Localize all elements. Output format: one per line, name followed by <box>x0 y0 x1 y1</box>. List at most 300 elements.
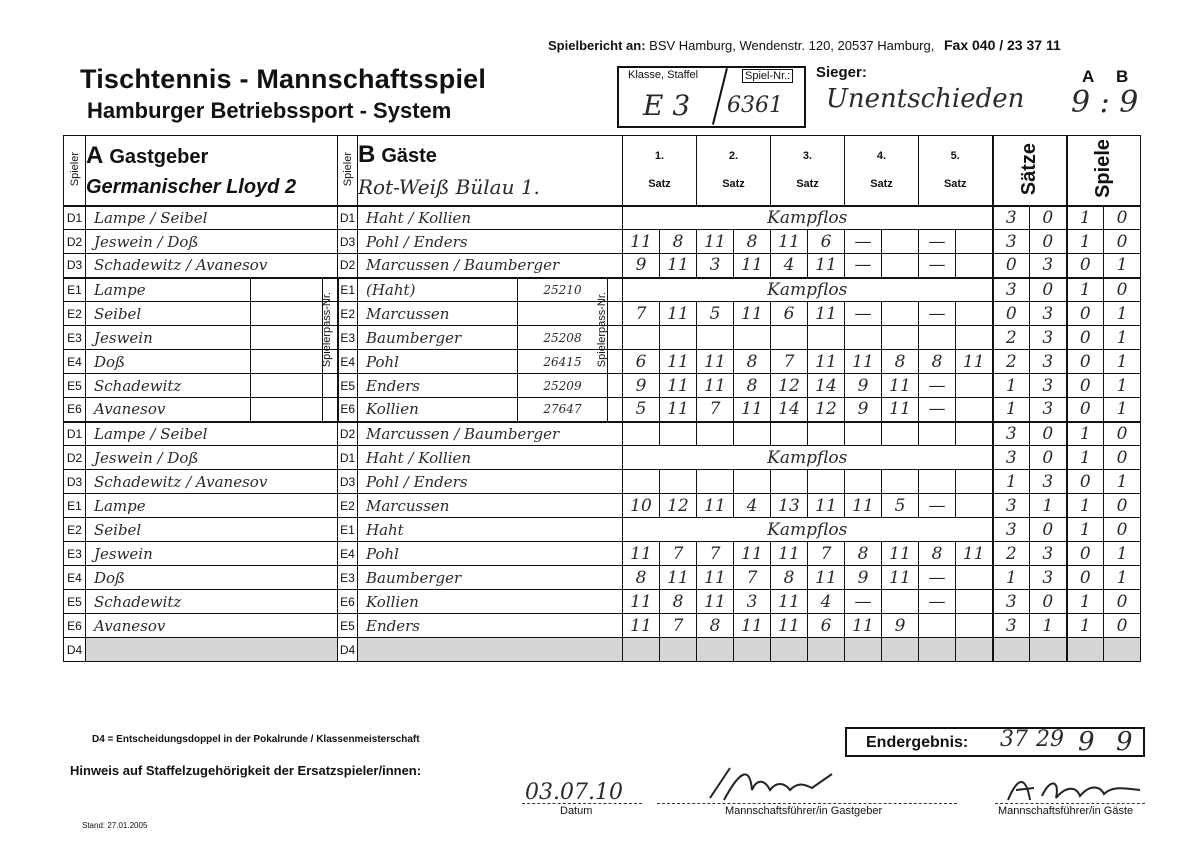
satz-score: 11 <box>882 398 919 422</box>
player-b: Kollien <box>358 398 518 422</box>
sieger-label: Sieger: <box>816 64 867 81</box>
player-b: Baumberger <box>358 326 518 350</box>
satz-score: 8 <box>660 590 697 614</box>
datum-line <box>522 803 642 804</box>
satz-score: 11 <box>808 566 845 590</box>
player-a: Seibel <box>86 302 251 326</box>
satz-score: 8 <box>882 350 919 374</box>
pass-b: 25210 <box>518 278 608 302</box>
satz-score <box>771 422 808 446</box>
saetze-b: 3 <box>1030 398 1067 422</box>
satz-score: 8 <box>623 566 660 590</box>
satz-score: 11 <box>845 350 882 374</box>
satz-score: 11 <box>697 350 734 374</box>
code-b: E3 <box>338 566 358 590</box>
satz-score <box>956 566 993 590</box>
code-b: D2 <box>338 254 358 278</box>
match-row <box>64 638 1141 662</box>
satz-score: 11 <box>808 350 845 374</box>
satz-score: 14 <box>771 398 808 422</box>
saetze-b: 1 <box>1030 494 1067 518</box>
gaeste-signature <box>1000 772 1150 806</box>
pass-b-side <box>608 374 623 398</box>
player-b: Kollien <box>358 590 623 614</box>
spieler-b-header: Spieler <box>338 136 358 206</box>
satz-score: 11 <box>771 542 808 566</box>
player-b: Marcussen / Baumberger <box>358 422 623 446</box>
player-b: (Haht) <box>358 278 518 302</box>
satz-score: — <box>845 590 882 614</box>
satz-score: 11 <box>734 254 771 278</box>
code-b: E1 <box>338 278 358 302</box>
spiele-b: 0 <box>1104 230 1141 254</box>
satz-score <box>771 470 808 494</box>
satz-score <box>882 590 919 614</box>
code-a: D4 <box>64 638 86 662</box>
player-a: Jeswein <box>86 542 338 566</box>
player-b: Baumberger <box>358 566 623 590</box>
code-b: E3 <box>338 326 358 350</box>
saetze-b: 0 <box>1030 206 1067 230</box>
satz-score <box>771 638 808 662</box>
saetze-header: Sätze <box>993 136 1067 206</box>
satz-score: 11 <box>660 374 697 398</box>
kampflos-cell: Kampflos <box>623 278 993 302</box>
satz-score: — <box>919 566 956 590</box>
pass-a <box>251 398 323 422</box>
player-a: Lampe / Seibel <box>86 422 338 446</box>
spiele-b <box>1104 638 1141 662</box>
satz-score: — <box>919 590 956 614</box>
pass-label-b: Spielerpass-Nr. <box>596 292 608 368</box>
code-a: D3 <box>64 254 86 278</box>
player-a: Schadewitz <box>86 590 338 614</box>
satz-score <box>660 638 697 662</box>
code-b: D4 <box>338 638 358 662</box>
satz-score: 8 <box>919 350 956 374</box>
spiele-a: 0 <box>1067 254 1104 278</box>
satz-score: 8 <box>660 230 697 254</box>
pass-b: 26415 <box>518 350 608 374</box>
satz-score: 11 <box>660 566 697 590</box>
satz-score: 11 <box>845 494 882 518</box>
spiele-b: 1 <box>1104 302 1141 326</box>
spiele-b: 0 <box>1104 518 1141 542</box>
team-b-header: B Gäste Rot-Weiß Bülau 1. <box>358 136 623 206</box>
satz-score <box>845 422 882 446</box>
satz-score <box>845 470 882 494</box>
pass-a-side <box>323 374 338 398</box>
spiele-b: 0 <box>1104 422 1141 446</box>
satz-score: — <box>919 302 956 326</box>
end-spiele-a: 9 <box>1078 727 1095 757</box>
code-a: E1 <box>64 494 86 518</box>
satz-score: 9 <box>845 398 882 422</box>
player-b: Enders <box>358 374 518 398</box>
datum-value: 03.07.10 <box>525 780 623 805</box>
satz-score: 9 <box>845 374 882 398</box>
saetze-a: 3 <box>993 518 1030 542</box>
sieger-value: Unentschieden <box>826 84 1025 114</box>
satz-score <box>808 470 845 494</box>
match-row <box>64 422 1141 446</box>
satz-score <box>882 422 919 446</box>
spiele-a: 1 <box>1067 518 1104 542</box>
code-b: E6 <box>338 590 358 614</box>
code-a: E2 <box>64 518 86 542</box>
satz-score: 8 <box>734 230 771 254</box>
satz-score: 11 <box>623 542 660 566</box>
code-b: E6 <box>338 398 358 422</box>
code-b: E4 <box>338 542 358 566</box>
player-a: Lampe <box>86 494 338 518</box>
code-b: D2 <box>338 422 358 446</box>
satz-score: 11 <box>660 350 697 374</box>
match-row <box>64 518 1141 542</box>
satz-score: 7 <box>623 302 660 326</box>
saetze-a: 1 <box>993 374 1030 398</box>
satz-score: 7 <box>808 542 845 566</box>
satz-score <box>845 638 882 662</box>
satz-score <box>956 302 993 326</box>
pass-a <box>251 278 323 302</box>
satz-score: 12 <box>808 398 845 422</box>
code-b: E2 <box>338 494 358 518</box>
satz-score: 11 <box>956 350 993 374</box>
satz-score: 6 <box>771 302 808 326</box>
satz-score <box>771 326 808 350</box>
saetze-a: 2 <box>993 350 1030 374</box>
spiele-a: 0 <box>1067 398 1104 422</box>
spiele-b: 1 <box>1104 326 1141 350</box>
player-b: Pohl / Enders <box>358 230 623 254</box>
satz-score: — <box>919 494 956 518</box>
satz-score: 11 <box>808 494 845 518</box>
player-a: Avanesov <box>86 614 338 638</box>
spiele-b: 1 <box>1104 398 1141 422</box>
satz-score: 11 <box>882 374 919 398</box>
satz-score: 7 <box>734 566 771 590</box>
spiele-a: 1 <box>1067 614 1104 638</box>
satz-score <box>882 254 919 278</box>
satz-score <box>919 470 956 494</box>
satz-score <box>660 326 697 350</box>
satz-score: 11 <box>697 566 734 590</box>
satz-score: 7 <box>697 398 734 422</box>
saetze-a: 3 <box>993 446 1030 470</box>
satz-score: 11 <box>697 374 734 398</box>
saetze-a: 3 <box>993 494 1030 518</box>
satz-score <box>808 326 845 350</box>
spiele-a: 0 <box>1067 374 1104 398</box>
spiele-a: 0 <box>1067 542 1104 566</box>
team-a-letter: A <box>1082 67 1095 86</box>
satz-score: 5 <box>697 302 734 326</box>
report-address <box>548 37 1061 53</box>
satz-score: 8 <box>734 374 771 398</box>
pass-a <box>251 374 323 398</box>
team-b-letter: B <box>1116 67 1129 86</box>
saetze-a: 3 <box>993 230 1030 254</box>
player-a: Doß <box>86 566 338 590</box>
satz-score: 12 <box>660 494 697 518</box>
match-row <box>64 374 1141 398</box>
player-b: Haht / Kollien <box>358 446 623 470</box>
stand-date: Stand: 27.01.2005 <box>82 821 148 830</box>
satz-score <box>697 638 734 662</box>
pass-b-side <box>608 302 623 326</box>
spiele-a: 0 <box>1067 326 1104 350</box>
saetze-b <box>1030 638 1067 662</box>
code-b: D1 <box>338 446 358 470</box>
pass-b-side <box>608 398 623 422</box>
satz-score <box>919 422 956 446</box>
saetze-b: 0 <box>1030 446 1067 470</box>
spiele-a: 1 <box>1067 230 1104 254</box>
satz-score <box>956 590 993 614</box>
code-b: D3 <box>338 230 358 254</box>
endergebnis-label: Endergebnis: <box>866 734 969 751</box>
spielnr-label: Spiel-Nr.: <box>742 69 793 83</box>
page-subtitle: Hamburger Betriebssport - System <box>87 98 452 123</box>
satz-score <box>882 326 919 350</box>
satz-score <box>882 302 919 326</box>
player-b: Pohl <box>358 350 518 374</box>
saetze-a: 1 <box>993 398 1030 422</box>
code-a: E4 <box>64 350 86 374</box>
player-a: Schadewitz / Avanesov <box>86 470 338 494</box>
kampflos-cell: Kampflos <box>623 206 993 230</box>
match-row <box>64 254 1141 278</box>
satz-2-header: 2. Satz <box>697 136 771 206</box>
satz-score <box>734 470 771 494</box>
spiele-a: 0 <box>1067 302 1104 326</box>
spiele-b: 0 <box>1104 278 1141 302</box>
satz-score: 3 <box>697 254 734 278</box>
spiele-a: 1 <box>1067 422 1104 446</box>
satz-score: 11 <box>771 590 808 614</box>
satz-score: 7 <box>771 350 808 374</box>
satz-score: 11 <box>956 542 993 566</box>
code-a: D1 <box>64 422 86 446</box>
code-a: D1 <box>64 206 86 230</box>
code-a: E3 <box>64 326 86 350</box>
saetze-a: 2 <box>993 542 1030 566</box>
gaeste-signature-label: Mannschaftsführer/in Gäste <box>998 805 1134 817</box>
spiele-a: 1 <box>1067 494 1104 518</box>
satz-score: — <box>845 230 882 254</box>
satz-score: 14 <box>808 374 845 398</box>
satz-score <box>734 638 771 662</box>
code-a: E2 <box>64 302 86 326</box>
saetze-a: 3 <box>993 590 1030 614</box>
satz-score <box>882 470 919 494</box>
code-a: D2 <box>64 230 86 254</box>
player-b: Haht <box>358 518 623 542</box>
satz-score <box>882 638 919 662</box>
code-a: E5 <box>64 374 86 398</box>
satz-score <box>808 422 845 446</box>
satz-score: 8 <box>734 350 771 374</box>
satz-score <box>623 470 660 494</box>
satz-score: 9 <box>623 374 660 398</box>
team-b-name: Rot-Weiß Bülau 1. <box>358 175 540 200</box>
satz-score <box>956 422 993 446</box>
satz-score: 11 <box>660 398 697 422</box>
satz-score <box>956 638 993 662</box>
satz-score: 11 <box>623 590 660 614</box>
player-a: Schadewitz / Avanesov <box>86 254 338 278</box>
spiele-b: 1 <box>1104 374 1141 398</box>
spiele-a: 1 <box>1067 590 1104 614</box>
match-row <box>64 398 1141 422</box>
match-row <box>64 614 1141 638</box>
satz-score: 7 <box>660 542 697 566</box>
pass-b-side <box>608 326 623 350</box>
datum-label: Datum <box>560 805 593 817</box>
satz-score: 8 <box>919 542 956 566</box>
pass-b <box>518 302 608 326</box>
saetze-a: 0 <box>993 254 1030 278</box>
spiele-b: 0 <box>1104 494 1141 518</box>
spiele-a: 0 <box>1067 566 1104 590</box>
pass-b: 25209 <box>518 374 608 398</box>
player-b: Pohl <box>358 542 623 566</box>
satz-score: — <box>845 254 882 278</box>
code-a: E6 <box>64 398 86 422</box>
code-b: E5 <box>338 374 358 398</box>
saetze-a: 1 <box>993 470 1030 494</box>
satz-score <box>623 422 660 446</box>
code-a: E1 <box>64 278 86 302</box>
spiele-a: 0 <box>1067 350 1104 374</box>
satz-score <box>623 638 660 662</box>
spieler-a-header: Spieler <box>64 136 86 206</box>
satz-score: 7 <box>697 542 734 566</box>
satz-score <box>882 230 919 254</box>
code-b: E5 <box>338 614 358 638</box>
satz-score <box>956 326 993 350</box>
match-row <box>64 494 1141 518</box>
pass-a-side <box>323 398 338 422</box>
satz-score <box>808 638 845 662</box>
code-a: E6 <box>64 614 86 638</box>
fax-number: Fax 040 / 23 37 11 <box>943 37 1061 53</box>
player-a: Schadewitz <box>86 374 251 398</box>
spiele-b: 1 <box>1104 350 1141 374</box>
kampflos-cell: Kampflos <box>623 518 993 542</box>
saetze-a: 3 <box>993 422 1030 446</box>
satz-score <box>919 614 956 638</box>
saetze-b: 0 <box>1030 518 1067 542</box>
satz-score: 11 <box>882 566 919 590</box>
satz-score: 4 <box>734 494 771 518</box>
satz-score: 11 <box>697 590 734 614</box>
saetze-b: 0 <box>1030 422 1067 446</box>
klasse-value: E 3 <box>643 89 691 122</box>
satz-score: — <box>845 302 882 326</box>
spiele-b: 0 <box>1104 206 1141 230</box>
pass-b: 27647 <box>518 398 608 422</box>
satz-score <box>956 230 993 254</box>
satz-score <box>919 638 956 662</box>
code-a: D2 <box>64 446 86 470</box>
spiele-b: 1 <box>1104 470 1141 494</box>
player-b: Enders <box>358 614 623 638</box>
satz-5-header: 5. Satz <box>919 136 993 206</box>
satz-score: 11 <box>697 494 734 518</box>
pass-b-side <box>608 278 623 302</box>
satz-score: 8 <box>845 542 882 566</box>
pass-b: 25208 <box>518 326 608 350</box>
match-row <box>64 542 1141 566</box>
saetze-b: 0 <box>1030 230 1067 254</box>
satz-score: 11 <box>771 230 808 254</box>
player-b: Marcussen / Baumberger <box>358 254 623 278</box>
saetze-b: 0 <box>1030 590 1067 614</box>
pass-a <box>251 302 323 326</box>
player-a <box>86 638 338 662</box>
satz-score: 13 <box>771 494 808 518</box>
satz-score: 5 <box>623 398 660 422</box>
match-row <box>64 446 1141 470</box>
saetze-b: 3 <box>1030 350 1067 374</box>
saetze-b: 1 <box>1030 614 1067 638</box>
satz-1-header: 1. Satz <box>623 136 697 206</box>
player-b: Haht / Kollien <box>358 206 623 230</box>
player-b: Marcussen <box>358 494 623 518</box>
saetze-a: 0 <box>993 302 1030 326</box>
team-a-name: Germanischer Lloyd 2 <box>86 175 297 198</box>
score-sheet <box>63 135 1141 662</box>
satz-score: 11 <box>808 254 845 278</box>
code-a: E5 <box>64 590 86 614</box>
code-a: D3 <box>64 470 86 494</box>
player-a: Jeswein / Doß <box>86 446 338 470</box>
satz-score: 3 <box>734 590 771 614</box>
kampflos-cell: Kampflos <box>623 446 993 470</box>
report-label: Spielbericht an: <box>548 38 646 53</box>
match-row <box>64 230 1141 254</box>
spiele-a: 1 <box>1067 206 1104 230</box>
satz-score: 10 <box>623 494 660 518</box>
satz-score: — <box>919 398 956 422</box>
spiele-header: Spiele <box>1067 136 1141 206</box>
satz-score: 8 <box>771 566 808 590</box>
satz-score: 11 <box>660 254 697 278</box>
spielnr-value: 6361 <box>727 93 783 118</box>
player-a: Seibel <box>86 518 338 542</box>
satz-score <box>734 422 771 446</box>
code-b: E4 <box>338 350 358 374</box>
saetze-a: 3 <box>993 614 1030 638</box>
satz-score: 7 <box>660 614 697 638</box>
end-spiele-b: 9 <box>1116 727 1133 757</box>
saetze-a: 2 <box>993 326 1030 350</box>
code-b: E2 <box>338 302 358 326</box>
saetze-b: 3 <box>1030 374 1067 398</box>
satz-score <box>697 326 734 350</box>
match-row <box>64 206 1141 230</box>
satz-score: — <box>919 374 956 398</box>
satz-score <box>697 422 734 446</box>
spiele-b: 0 <box>1104 590 1141 614</box>
saetze-b: 3 <box>1030 254 1067 278</box>
satz-score: 4 <box>808 590 845 614</box>
satz-score: 6 <box>623 350 660 374</box>
satz-score: — <box>919 254 956 278</box>
pass-label-a: Spielerpass-Nr. <box>321 292 333 368</box>
